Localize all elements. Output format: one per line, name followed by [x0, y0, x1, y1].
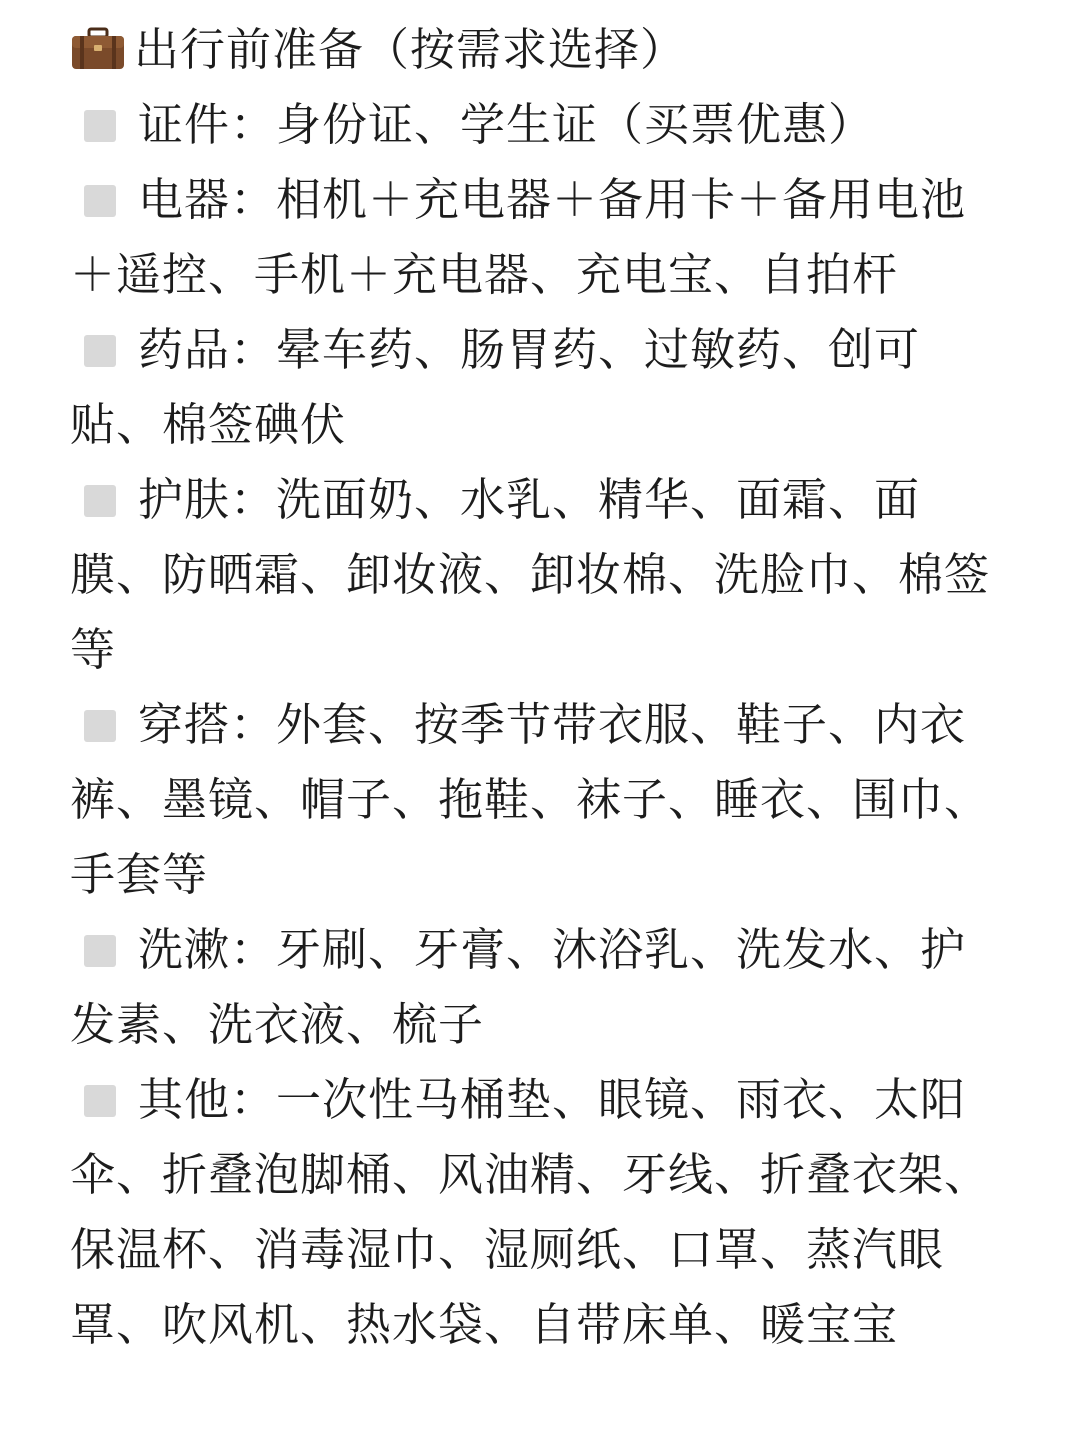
- item-label: 穿搭：: [138, 698, 277, 751]
- square-bullet-icon: [84, 710, 116, 742]
- list-item: [70, 1062, 1010, 1362]
- square-bullet-icon: [84, 335, 116, 367]
- checklist-document: [70, 12, 1010, 1362]
- item-label: 药品：: [138, 323, 277, 376]
- square-bullet-icon: [84, 1085, 116, 1117]
- square-bullet-icon: [84, 110, 116, 142]
- item-text: 相机＋充电器＋备用卡＋备用电池＋遥控、手机＋充电器、充电宝、自拍杆: [70, 173, 967, 301]
- list-item: [70, 912, 1010, 1062]
- item-text: 洗面奶、水乳、精华、面霜、面膜、防晒霜、卸妆液、卸妆棉、洗脸巾、棉签等: [70, 473, 991, 676]
- square-bullet-icon: [84, 185, 116, 217]
- list-item: [70, 687, 1010, 912]
- square-bullet-icon: [84, 485, 116, 517]
- page-title: [70, 12, 1010, 87]
- item-text: 晕车药、肠胃药、过敏药、创可贴、棉签碘伏: [70, 323, 921, 451]
- item-text: 牙刷、牙膏、沐浴乳、洗发水、护发素、洗衣液、梳子: [70, 923, 967, 1051]
- page-title-text: 出行前准备（按需求选择）: [134, 23, 687, 76]
- list-item: [70, 162, 1010, 312]
- item-label: 电器：: [138, 173, 277, 226]
- item-label: 证件：: [138, 98, 277, 151]
- list-item: [70, 87, 1010, 162]
- item-label: 其他：: [138, 1073, 277, 1126]
- briefcase-icon: [70, 27, 126, 71]
- item-text: 身份证、学生证（买票优惠）: [276, 98, 875, 151]
- item-label: 洗漱：: [138, 923, 277, 976]
- list-item: [70, 462, 1010, 687]
- square-bullet-icon: [84, 935, 116, 967]
- item-text: 一次性马桶垫、眼镜、雨衣、太阳伞、折叠泡脚桶、风油精、牙线、折叠衣架、保温杯、消毒湿巾、湿厕纸、口罩、蒸汽眼罩、吹风机、热水袋、自带床单、暖宝宝: [70, 1073, 991, 1351]
- item-text: 外套、按季节带衣服、鞋子、内衣裤、墨镜、帽子、拖鞋、袜子、睡衣、围巾、手套等: [70, 698, 991, 901]
- list-item: [70, 312, 1010, 462]
- item-label: 护肤：: [138, 473, 277, 526]
